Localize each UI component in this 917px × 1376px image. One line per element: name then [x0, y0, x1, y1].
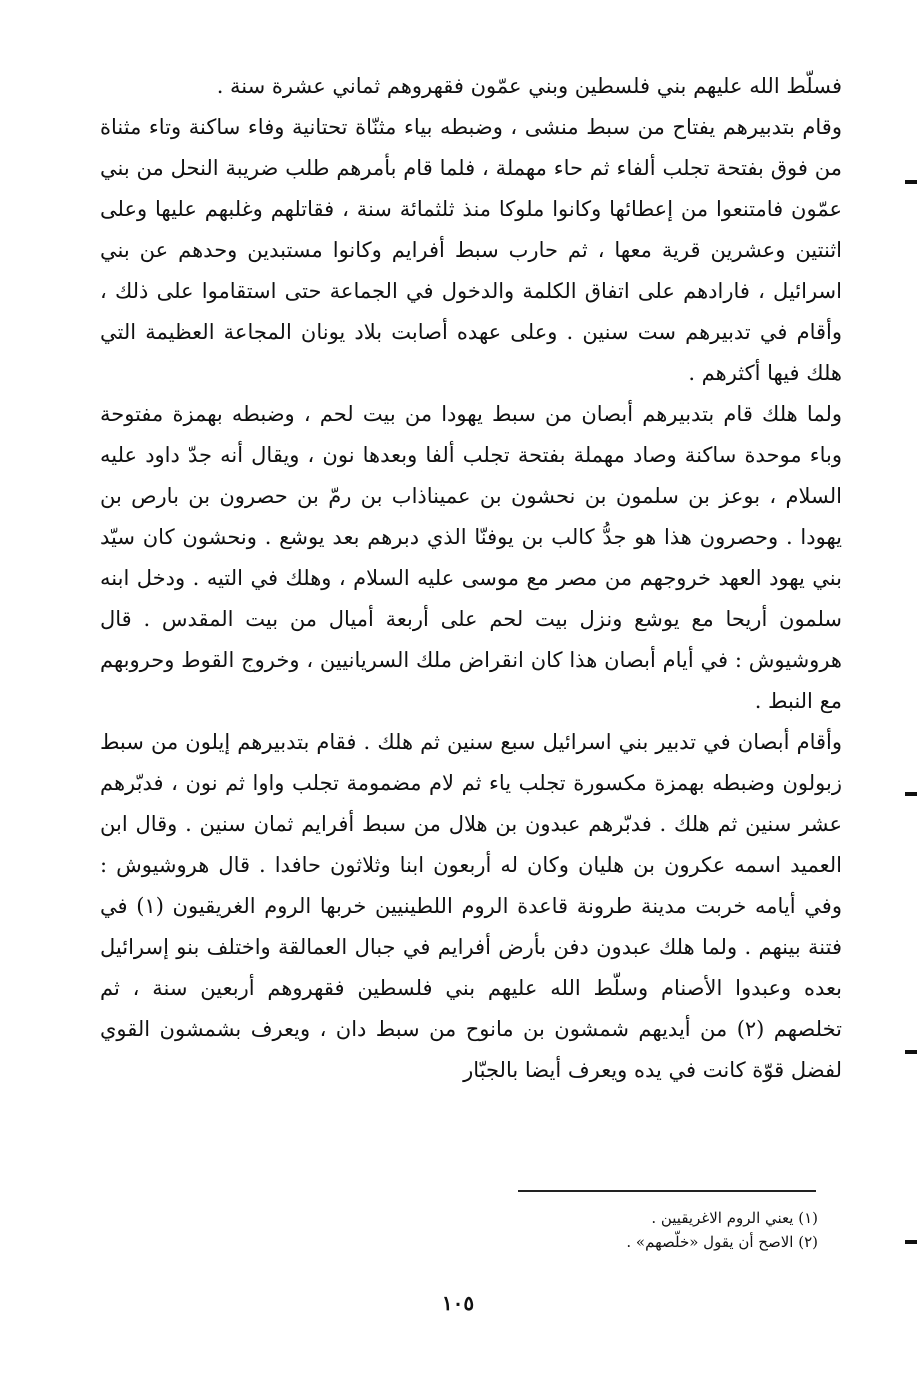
page-number: ١٠٥ — [441, 1291, 475, 1315]
body-text — [100, 66, 842, 1091]
margin-mark — [905, 792, 917, 796]
paragraph-2: وقام بتدبيرهم يفتاح من سبط منشى ، وضبطه بياء مثنّاة تحتانية وفاء ساكنة وتاء مثناة من فوق بفتحة تجلب ألفاء ثم حاء مهملة ، فلما قام بأمرهم طلب ضريبة النحل من بني عمّون فامتنعوا من إعطائها وكانوا ملوكا منذ ثلثمائة سنة ، فقاتلهم وغلبهم عليها وعلى اثنتين وعشرين قرية معها ، ثم حارب سبط أفرايم وكانوا مستبدين وحدهم عن بني اسرائيل ، فارادهم على اتفاق الكلمة والدخول في الجماعة حتى استقاموا على ذلك ، وأقام في تدبيرهم ست سنين . وعلى عهده أصابت بلاد يونان المجاعة العظيمة التي هلك فيها أكثرهم . — [100, 115, 842, 385]
margin-mark — [905, 180, 917, 184]
footnote-2: (٢) الاصح أن يقول «خلّصهم» . — [626, 1233, 818, 1251]
margin-mark — [905, 1050, 917, 1054]
footnote-1: (١) يعني الروم الاغريقيين . — [651, 1209, 818, 1227]
margin-mark — [905, 1240, 917, 1244]
paragraph-1: فسلّط الله عليهم بني فلسطين وبني عمّون فقهروهم ثماني عشرة سنة . — [216, 74, 842, 98]
footnote-divider — [518, 1190, 816, 1192]
paragraph-3: ولما هلك قام بتدبيرهم أبصان من سبط يهودا من بيت لحم ، وضبطه بهمزة مفتوحة وباء موحدة ساكنة وصاد مهملة بفتحة تجلب ألفا وبعدها نون ، ويقال أنه جدّ داود عليه السلام ، بوعز بن سلمون بن نحشون بن عميناذاب بن رمّ بن حصرون بن بارص بن يهودا . وحصرون هذا هو جدُّ كالب بن يوفنّا الذي دبرهم بعد يوشع . ونحشون كان سيّد بني يهود العهد خروجهم من مصر مع موسى عليه السلام ، وهلك في التيه . ودخل ابنه سلمون أريحا مع يوشع ونزل بيت لحم على أربعة أميال من بيت المقدس . قال هروشيوش : في أيام أبصان هذا كان انقراض ملك السريانيين ، وخروج القوط وحروبهم مع النبط . — [100, 402, 842, 713]
paragraph-4: وأقام أبصان في تدبير بني اسرائيل سبع سنين ثم هلك . فقام بتدبيرهم إيلون من سبط زبولون وضبطه بهمزة مكسورة تجلب ياء ثم لام مضمومة تجلب واوا ثم نون ، فدبّرهم عشر سنين ثم هلك . فدبّرهم عبدون بن هلال من سبط أفرايم ثمان سنين . وقال ابن العميد اسمه عكرون بن هليان وكان له أربعون ابنا وثلاثون حافدا . قال هروشيوش : وفي أيامه خربت مدينة طرونة قاعدة الروم اللطينيين خربها الروم الغريقيون (١) في فتنة بينهم . ولما هلك عبدون دفن بأرض أفرايم في جبال العمالقة واختلف بنو إسرائيل بعده وعبدوا الأصنام وسلّط الله عليهم بني فلسطين فقهروهم أربعين سنة ، ثم تخلصهم (٢) من أيديهم شمشون بن مانوح من سبط دان ، ويعرف بشمشون القوي لفضل قوّة كانت في يده ويعرف أيضا بالجبّار — [100, 730, 842, 1082]
footnotes — [400, 1206, 818, 1254]
